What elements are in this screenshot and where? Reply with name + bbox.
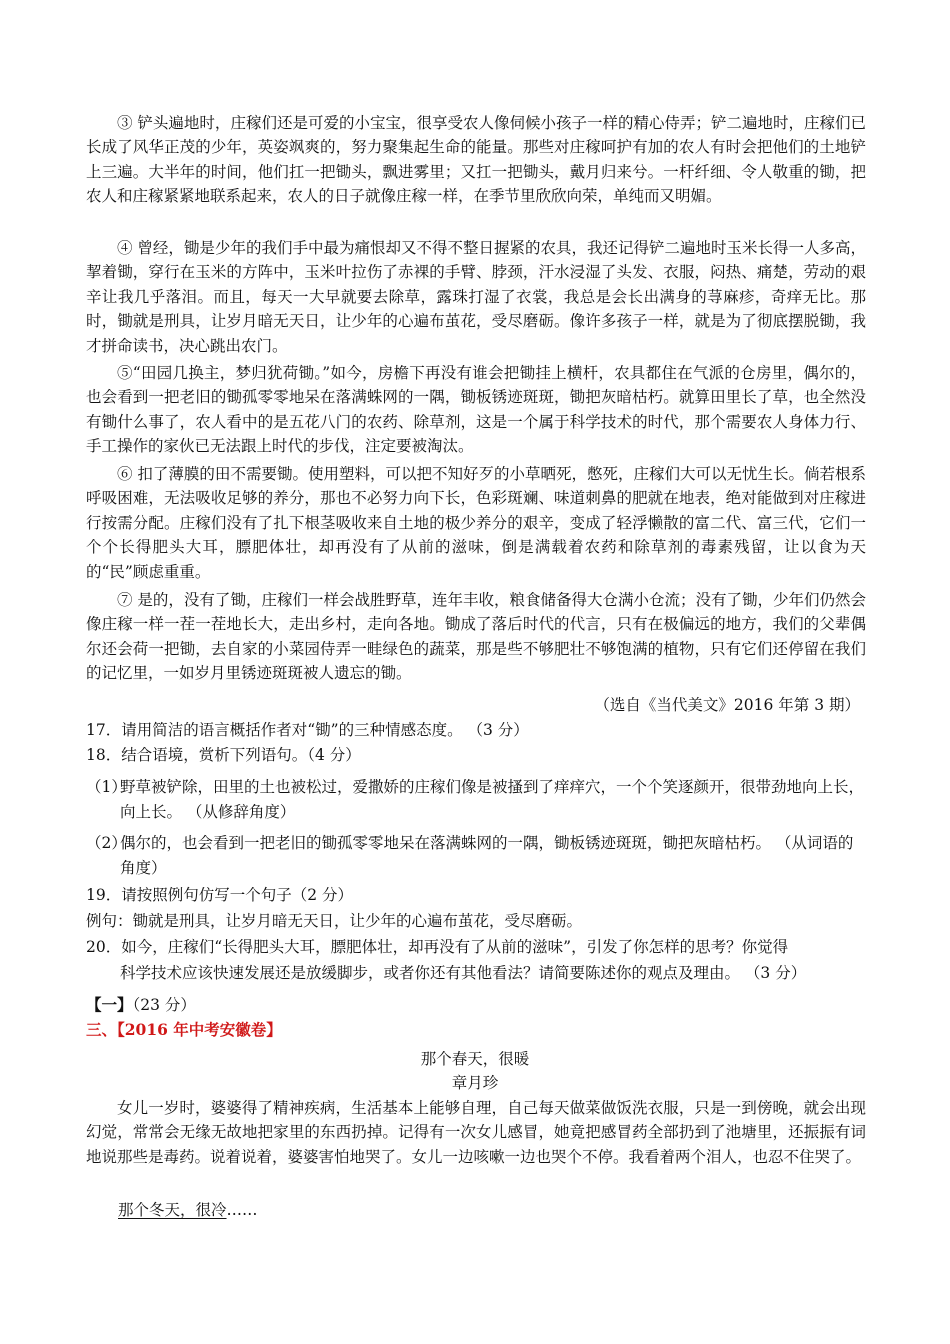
question-17: 17．请用简洁的语言概括作者对“锄”的三种情感态度。 （3 分） (86, 721, 529, 739)
section-one-heading (86, 993, 196, 1017)
section-three-heading: 三、【2016 年中考安徽卷】 (86, 1020, 282, 1039)
second-article-paragraph: 女儿一岁时，婆婆得了精神疾病，生活基本上能够自理，自己每天做菜做饭洗衣服，只是一到傍晚，就会出现幻觉，常常会无缘无故地把家里的东西扔掉。记得有一次女儿感冒，她竟把感冒药全部扔到了池塘里，还振振有词地说那些是毒药。说着说着，婆婆害怕地哭了。女儿一边咳嗽一边也哭个不停。我看着两个泪人，也忍不住哭了。 (86, 1099, 866, 1166)
article-paragraph-6: ⑥ 扣了薄膜的田不需要锄。使用塑料，可以把不知好歹的小草晒死，憋死，庄稼们大可以无忧生长。倘若根系呼吸困难，无法吸收足够的养分，那也不必努力向下长，色彩斑斓、味道刺鼻的肥就在地表，绝对能做到对庄稼进行按需分配。庄稼们没有了扎下根茎吸收来自土地的极少养分的艰辛，变成了轻浮懒散的富二代、富三代，它们一个个长得肥头大耳，膘肥体壮，却再没有了从前的滋味，倒是满载着农药和除草剂的毒素残留，让以食为天的“民”顾虑重重。 (86, 465, 866, 581)
question-19-example: 例句：锄就是刑具，让岁月暗无天日，让少年的心遍布茧花，受尽磨砺。 (86, 912, 583, 930)
question-19: 19．请按照例句仿写一个句子（2 分） (86, 886, 354, 904)
question-18-1-label: （1） (86, 778, 127, 796)
question-18-2-text: 偶尔的，也会看到一把老旧的锄孤零零地呆在落满蛛网的一隅，锄板锈迹斑斑，锄把灰暗枯朽。 （从词语的角度） (120, 834, 854, 877)
second-article-ellipsis: …… (226, 1201, 258, 1219)
question-18: 18．结合语境，赏析下列语句。（4 分） (86, 746, 361, 764)
question-20-line-2: 科学技术应该快速发展还是放缓脚步，或者你还有其他看法？请简要陈述你的观点及理由。 （3 分） (120, 964, 807, 982)
question-20-line-1: 20．如今，庄稼们“长得肥头大耳，膘肥体壮，却再没有了从前的滋味”，引发了你怎样的思考？你觉得 (86, 938, 789, 956)
second-article-title: 那个春天，很暖 (420, 1050, 530, 1068)
question-18-1-text: 野草被铲除，田里的土也被松过，爱撒娇的庄稼们像是被搔到了痒痒穴，一个个笑逐颜开，很带劲地向上长，向上长。 （从修辞角度） (120, 778, 865, 821)
article-paragraph-7: ⑦ 是的，没有了锄，庄稼们一样会战胜野草，连年丰收，粮食储备得大仓满小仓流；没有了锄，少年们仍然会像庄稼一样一茬一茬地长大，走出乡村，走向各地。锄成了落后时代的代言，只有在极偏远的地方，我们的父辈偶尔还会荷一把锄，去自家的小菜园侍弄一畦绿色的蔬菜，那是些不够肥壮不够饱满的植物，只有它们还停留在我们的记忆里，一如岁月里锈迹斑斑被人遗忘的锄。 (86, 591, 866, 683)
section-one-bracket-label: 【一】 (86, 995, 133, 1014)
article-paragraph-4: ④ 曾经，锄是少年的我们手中最为痛恨却又不得不整日握紧的农具，我还记得铲二遍地时玉米长得一人多高，挈着锄，穿行在玉米的方阵中，玉米叶拉伤了赤裸的手臂、脖颈，汗水浸湿了头发、衣服，闷热、痛楚，劳动的艰辛让我几乎落泪。而且，每天一大早就要去除草，露珠打湿了衣裳，我总是会长出满身的荨麻疹，奇痒无比。那时，锄就是刑具，让岁月暗无天日，让少年的心遍布茧花，受尽磨砺。像许多孩子一样，就是为了彻底摆脱锄，我才拼命读书，决心跳出农门。 (86, 239, 866, 355)
question-18-2-label: （2） (86, 834, 127, 852)
article-source: （选自《当代美文》2016 年第 3 期） (594, 696, 860, 714)
section-one-score: （23 分） (132, 996, 196, 1014)
second-article-underlined-text: 那个冬天，很冷 (118, 1201, 227, 1219)
article-paragraph-5: ⑤“田园几换主，梦归犹荷锄。”如今，房檐下再没有谁会把锄挂上横杆，农具都住在气派的仓房里，偶尔的，也会看到一把老旧的锄孤零零地呆在落满蛛网的一隅，锄板锈迹斑斑，锄把灰暗枯朽。就算田里长了草，也全然没有锄什么事了，农人看中的是五花八门的农药、除草剂，这是一个属于科学技术的时代，那个需要农人身体力行、手工操作的家伙已无法跟上时代的步伐，注定要被淘汰。 (86, 364, 866, 456)
article-paragraph-3: ③ 铲头遍地时，庄稼们还是可爱的小宝宝，很享受农人像伺候小孩子一样的精心侍弄；铲二遍地时，庄稼们已长成了风华正茂的少年，英姿飒爽的，努力聚集起生命的能量。那些对庄稼呵护有加的农人有时会把他们的土地铲上三遍。大半年的时间，他们扛一把锄头，飘进雾里；又扛一把锄头，戴月归来兮。一杆纤细、令人敬重的锄，把农人和庄稼紧紧地联系起来，农人的日子就像庄稼一样，在季节里欣欣向荣，单纯而又明媚。 (86, 114, 866, 206)
second-article-author: 章月珍 (451, 1074, 499, 1092)
second-article-trailing-line (118, 1198, 258, 1222)
